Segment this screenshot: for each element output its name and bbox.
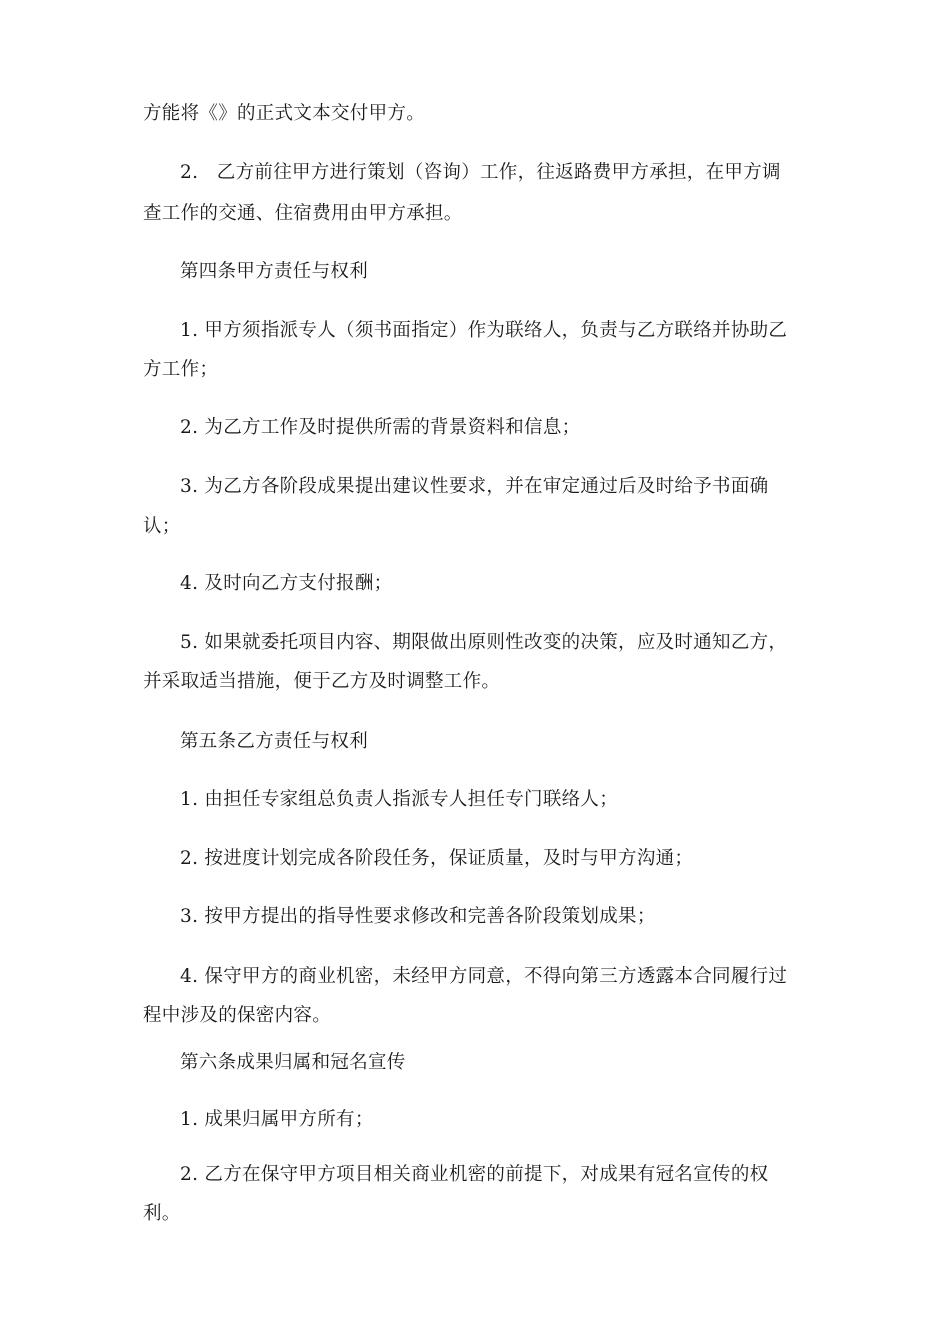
text-line: 4. 保守甲方的商业机密，未经甲方同意，不得向第三方透露本合同履行过 [180,966,788,987]
text-line: 并采取适当措施，便于乙方及时调整工作。 [143,671,501,692]
text-line: 程中涉及的保密内容。 [143,1005,332,1026]
section-heading: 第五条乙方责任与权利 [180,731,369,752]
text-line: 2. 按进度计划完成各阶段任务，保证质量，及时与甲方沟通； [180,848,694,869]
text-line: 1. 成果归属甲方所有； [180,1109,374,1130]
section-heading: 第四条甲方责任与权利 [180,261,369,282]
text-line: 认； [143,516,181,537]
text-line: 4. 及时向乙方支付报酬； [180,573,393,594]
text-line: 利。 [143,1203,181,1224]
text-line: 3. 按甲方提出的指导性要求修改和完善各阶段策划成果； [180,906,656,927]
text-line: 2. 乙方前往甲方进行策划（咨询）工作，往返路费甲方承担，在甲方调 [180,162,781,183]
text-line: 1. 由担任专家组总负责人指派专人担任专门联络人； [180,789,619,810]
text-line: 1. 甲方须指派专人（须书面指定）作为联络人，负责与乙方联络并协助乙 [180,320,788,341]
text-line: 查工作的交通、住宿费用由甲方承担。 [143,203,463,224]
text-line: 3. 为乙方各阶段成果提出建议性要求，并在审定通过后及时给予书面确 [180,476,769,497]
section-heading: 第六条成果归属和冠名宣传 [180,1052,406,1073]
text-line: 方工作； [143,359,219,380]
text-line: 2. 乙方在保守甲方项目相关商业机密的前提下，对成果有冠名宣传的权 [180,1164,769,1185]
text-line: 方能将《》的正式文本交付甲方。 [143,103,426,124]
text-line: 5. 如果就委托项目内容、期限做出原则性改变的决策，应及时通知乙方， [180,632,788,653]
text-line: 2. 为乙方工作及时提供所需的背景资料和信息； [180,417,581,438]
